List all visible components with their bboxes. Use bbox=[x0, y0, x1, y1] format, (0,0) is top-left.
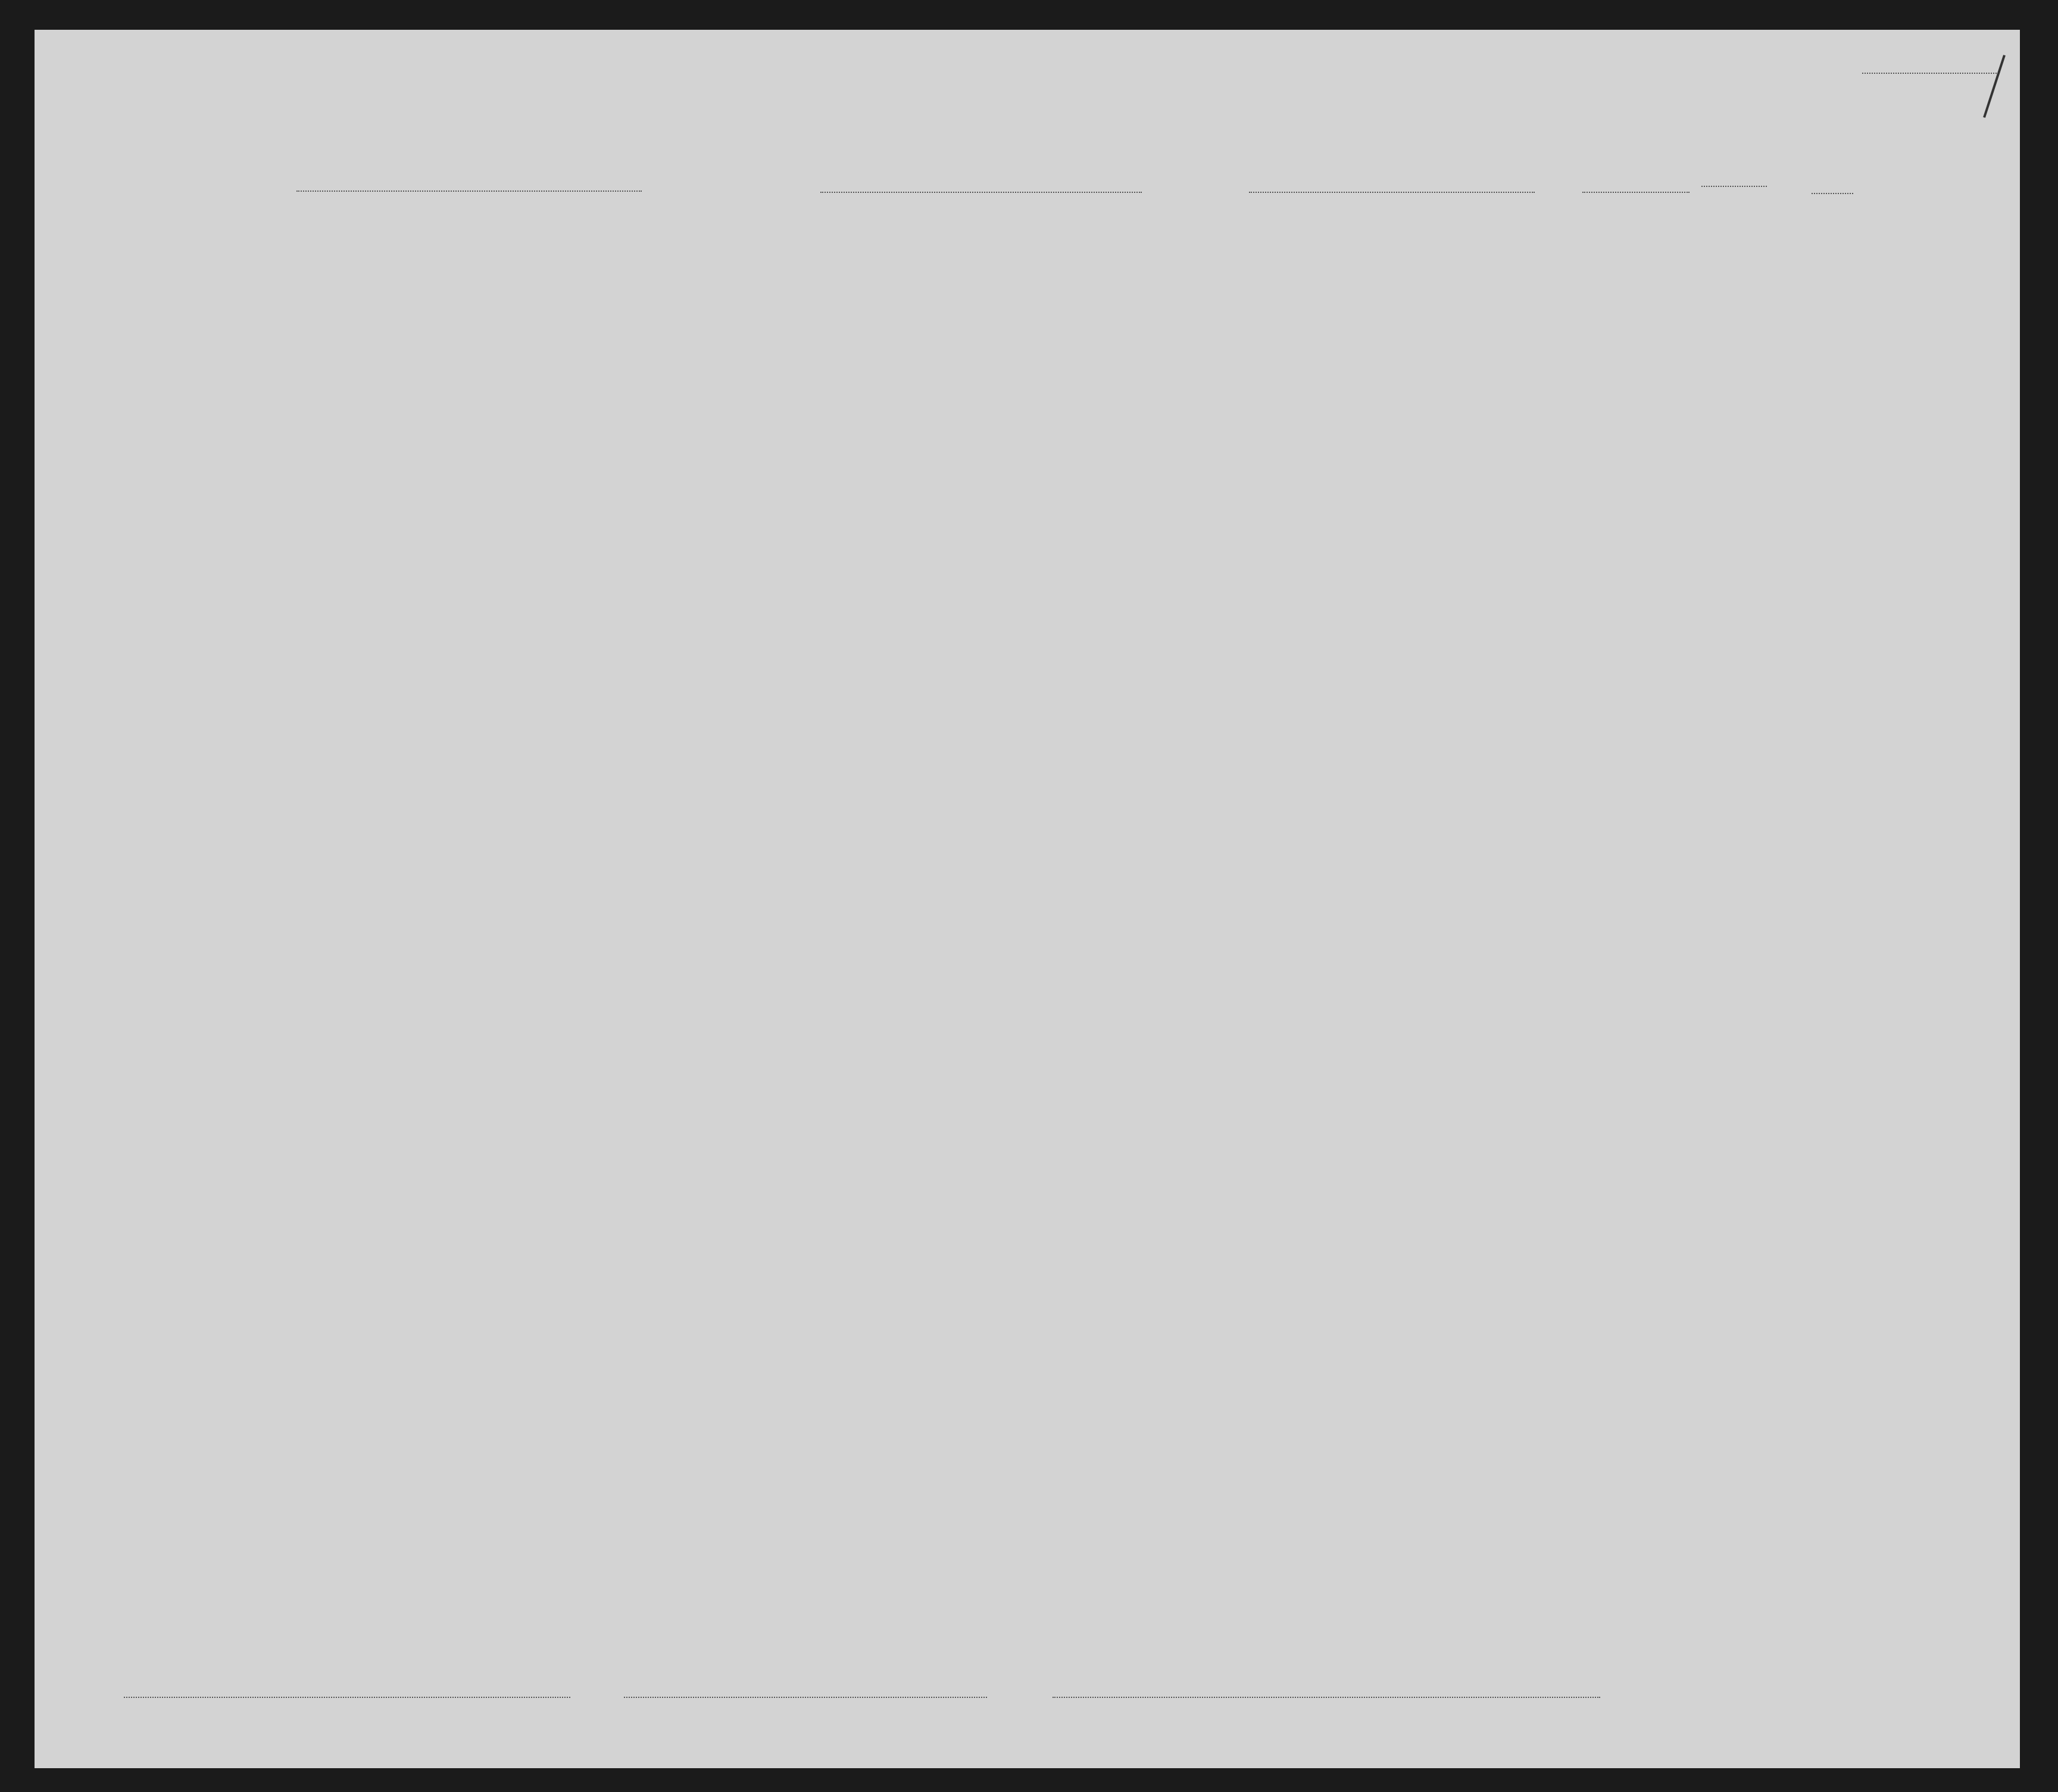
owners-value bbox=[624, 1697, 987, 1698]
arrival-day bbox=[1701, 186, 1767, 187]
line-value bbox=[124, 1697, 570, 1698]
vessel-name bbox=[296, 191, 642, 192]
arrival-year bbox=[1812, 193, 1853, 194]
arrival-month bbox=[1582, 192, 1690, 193]
check-mark-icon bbox=[1983, 55, 2006, 118]
agents-value bbox=[1053, 1697, 1600, 1698]
manifest-sheet bbox=[35, 30, 2020, 1768]
sheet-number bbox=[1862, 73, 1999, 74]
port-to bbox=[1249, 192, 1535, 193]
port-from bbox=[820, 192, 1142, 193]
